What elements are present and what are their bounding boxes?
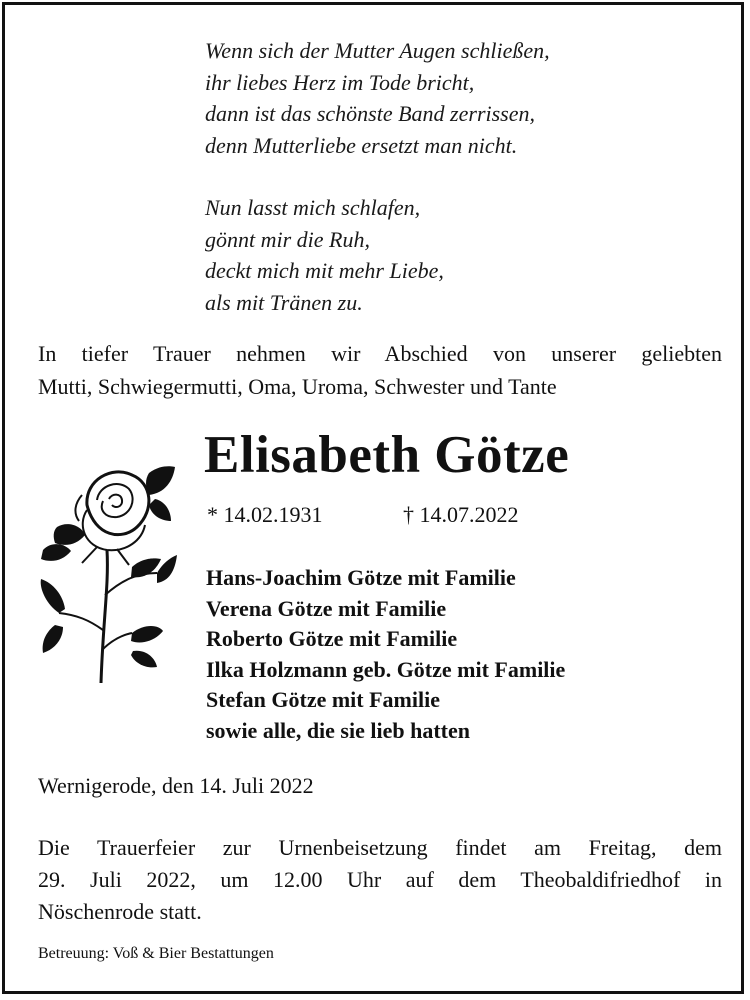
obituary-notice: [2, 2, 744, 994]
poem-line: gönnt mir die Ruh,: [205, 226, 370, 252]
mourners-list: [206, 563, 565, 746]
deceased-name: Elisabeth Götze: [204, 426, 570, 484]
ceremony-line: 29. Juli 2022, um 12.00 Uhr auf dem Theobaldifriedhof in: [38, 867, 722, 892]
poem-line: denn Mutterliebe ersetzt man nicht.: [205, 132, 518, 158]
life-dates: [207, 502, 519, 528]
ceremony-text: [38, 832, 722, 928]
death-date: † 14.07.2022: [403, 502, 519, 527]
place-date: Wernigerode, den 14. Juli 2022: [38, 773, 314, 798]
poem-line: ihr liebes Herz im Tode bricht,: [205, 69, 475, 95]
mourner-entry: Hans-Joachim Götze mit Familie: [206, 565, 516, 590]
intro-line: In tiefer Trauer nehmen wir Abschied von unserer geliebten: [38, 341, 722, 366]
mourner-entry: Stefan Götze mit Familie: [206, 687, 440, 712]
intro-text: [38, 337, 722, 403]
poem-line: deckt mich mit mehr Liebe,: [205, 258, 444, 283]
mourner-entry: Verena Götze mit Familie: [206, 595, 447, 621]
poem-line: dann ist das schönste Band zerrissen,: [205, 101, 535, 126]
poem: [205, 35, 550, 318]
mourner-entry: Roberto Götze mit Familie: [206, 626, 458, 651]
rose-icon: [37, 455, 177, 685]
poem-line: Wenn sich der Mutter Augen schließen,: [205, 38, 550, 63]
birth-date: * 14.02.1931: [207, 502, 323, 527]
undertaker-credit: Betreuung: Voß & Bier Bestattungen: [38, 945, 274, 962]
intro-line: Mutti, Schwiegermutti, Oma, Uroma, Schwester und Tante: [38, 374, 557, 399]
poem-line: Nun lasst mich schlafen,: [205, 195, 421, 220]
poem-stanza-2: [205, 192, 550, 318]
ceremony-line: Nöschenrode statt.: [38, 899, 202, 924]
poem-stanza-1: [205, 35, 550, 161]
ceremony-line: Die Trauerfeier zur Urnenbeisetzung findet am Freitag, dem: [38, 835, 722, 860]
mourner-entry: sowie alle, die sie lieb hatten: [206, 717, 470, 743]
poem-line: als mit Tränen zu.: [205, 289, 363, 315]
mourner-entry: Ilka Holzmann geb. Götze mit Familie: [206, 656, 566, 682]
